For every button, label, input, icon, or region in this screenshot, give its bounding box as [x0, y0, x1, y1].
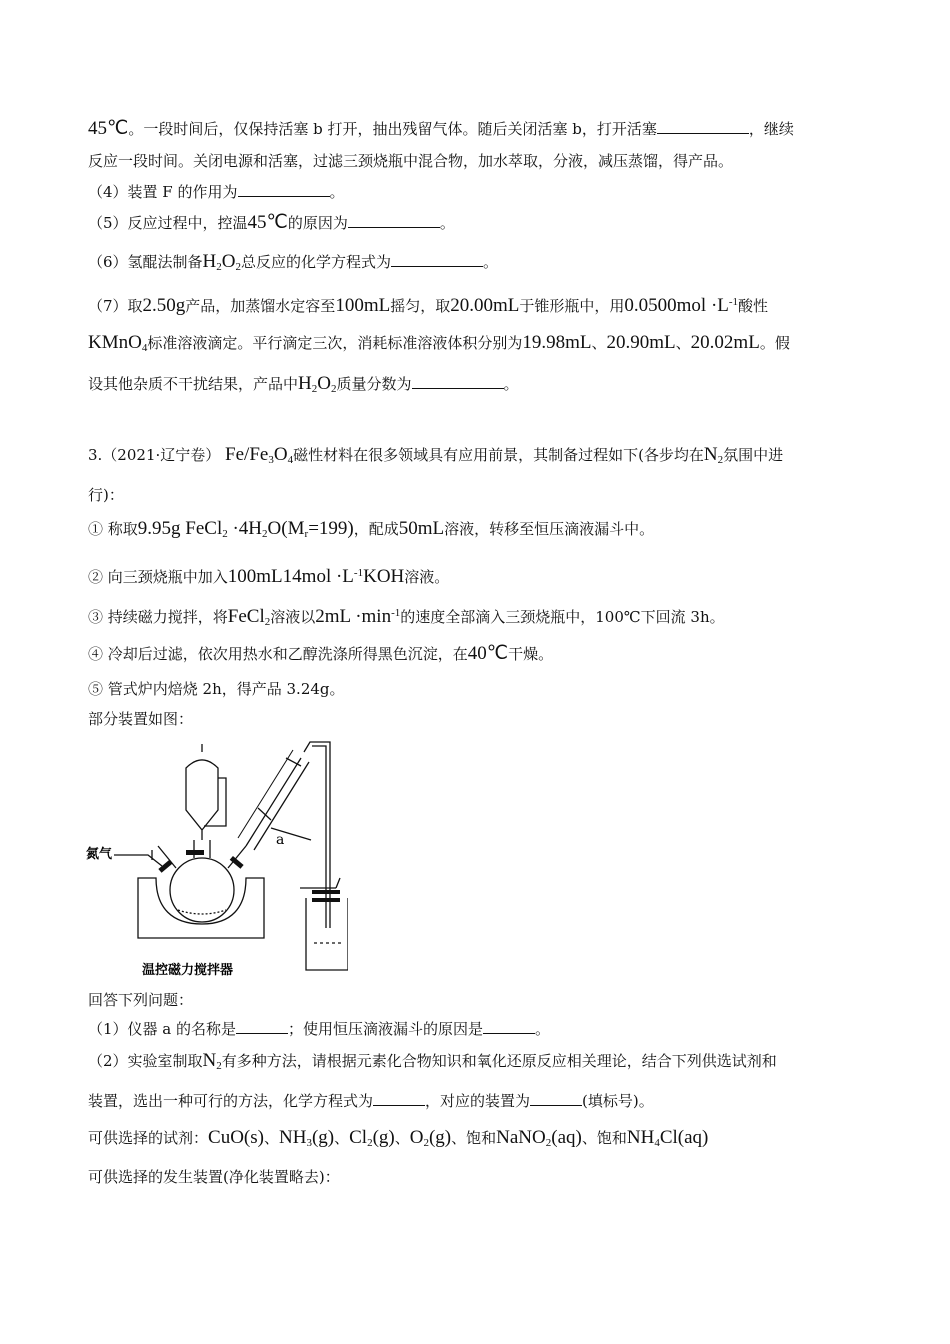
- sub-question-2: （2）实验室制取$N_2$有多种方法，请根据元素化合物知识和氧化还原反应相关理论，结合下列供选试剂和: [88, 1050, 777, 1072]
- stirrer-base: [138, 878, 264, 938]
- reagent-list: 可供选择的试剂：CuO(s)、$NH_3(g)$、$Cl_2(g)$、$O_2(g)$、饱和NaNO$_2$(aq)、饱和$NH_4Cl(aq)$: [88, 1127, 709, 1149]
- answer-blank[interactable]: [348, 213, 440, 228]
- answer-blank[interactable]: [391, 252, 483, 267]
- figure-intro: 部分装置如图：: [88, 710, 194, 728]
- question-6: （6）氢醌法制备$H_2O_2$总反应的化学方程式为 。: [88, 251, 499, 273]
- formula-h2o2: $H_2O_2$: [202, 251, 242, 273]
- device-intro: 可供选择的发生装置(净化装置略去)：: [88, 1168, 340, 1186]
- text-line: 45℃。一段时间后，仅保持活塞 b 打开，抽出残留气体。随后关闭活塞 b，打开活塞 ，继续: [88, 118, 794, 139]
- question-4: （4）装置 F 的作用为 。: [88, 183, 345, 201]
- answer-blank[interactable]: [236, 1019, 288, 1034]
- dropping-funnel: [186, 744, 226, 840]
- three-neck-flask: [170, 858, 234, 922]
- nitrogen-inlet: [114, 855, 162, 866]
- step-4: ④ 冷却后过滤，依次用热水和乙醇洗涤所得黑色沉淀，在40℃干燥。: [88, 643, 554, 664]
- answer-blank[interactable]: [483, 1019, 535, 1034]
- answer-intro: 回答下列问题：: [88, 991, 194, 1009]
- condenser-a: [238, 750, 311, 850]
- nitrogen-label: 氮气: [86, 847, 113, 862]
- question-3-header: 3.（2021·辽宁卷） $Fe/Fe_3O_4$磁性材料在很多领域具有应用前景，其制备过程如下(各步均在$N_2$氛围中进: [88, 444, 784, 466]
- question-7-cont: KMnO$_4$标准溶液滴定。平行滴定三次，消耗标准溶液体积分别为19.98mL、20.90mL、20.02mL。假: [88, 332, 790, 354]
- question-7: （7）取2.50g产品，加蒸馏水定容至100mL摇匀，取20.00mL于锥形瓶中，用$0.0500mol \cdot L^{-1}$酸性: [88, 295, 769, 316]
- question-7-cont: 设其他杂质不干扰结果，产品中$H_2O_2$质量分数为 。: [88, 373, 519, 395]
- answer-blank[interactable]: [657, 119, 749, 134]
- step-1: ① 称取9.95g FeCl$_2$ $\cdot 4H_2O(M_r=199)$，配成50mL溶液，转移至恒压滴液漏斗中。: [88, 518, 655, 540]
- answer-blank[interactable]: [238, 182, 330, 197]
- answer-blank[interactable]: [373, 1091, 425, 1106]
- sub-question-2-cont: 装置，选出一种可行的方法，化学方程式为 ，对应的装置为 (填标号)。: [88, 1092, 654, 1110]
- step-2: ② 向三颈烧瓶中加入$100mL14mol \cdot L^{-1}KOH$溶液。: [88, 566, 450, 587]
- answer-blank[interactable]: [412, 374, 504, 389]
- label-a: a: [276, 832, 285, 848]
- step-5: ⑤ 管式炉内焙烧 2h，得产品 3.24g。: [88, 680, 345, 698]
- answer-blank[interactable]: [530, 1091, 582, 1106]
- step-3: ③ 持续磁力搅拌，将FeCl$_2$溶液以$2mL \cdot\min^{-1}$的速度全部滴入三颈烧瓶中，100℃下回流 3h。: [88, 606, 725, 628]
- text-line: 行)：: [88, 486, 124, 504]
- apparatus-figure: [86, 738, 348, 980]
- question-5: （5）反应过程中，控温45℃的原因为 。: [88, 212, 455, 233]
- text-line: 反应一段时间。关闭电源和活塞，过滤三颈烧瓶中混合物，加水萃取，分液，减压蒸馏，得产品。: [88, 152, 734, 170]
- figure-caption: 温控磁力搅拌器: [142, 963, 234, 978]
- temp-value: 45℃: [88, 118, 129, 139]
- sub-question-1: （1）仪器 a 的名称是 ；使用恒压滴液漏斗的原因是 。: [88, 1020, 551, 1038]
